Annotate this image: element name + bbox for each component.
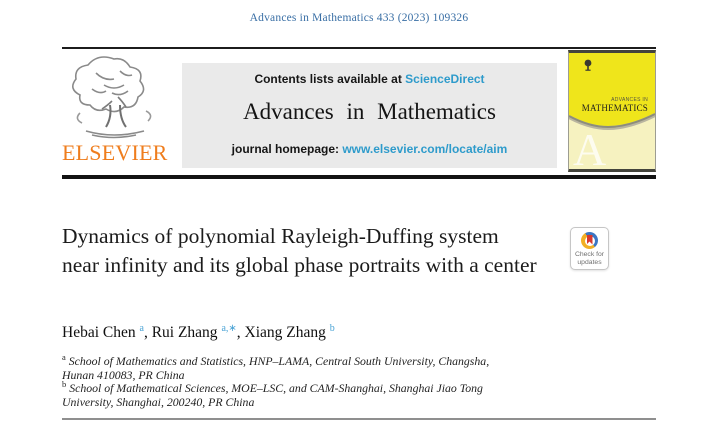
sciencedirect-link[interactable]: ScienceDirect — [405, 72, 485, 86]
homepage-link[interactable]: www.elsevier.com/locate/aim — [342, 142, 508, 156]
affiliation — [62, 379, 490, 409]
author-affiliation-ref: a — [139, 322, 144, 334]
check-updates-line2: updates — [577, 258, 602, 266]
author-name: Rui Zhang — [151, 324, 222, 341]
citation-link[interactable]: Advances in Mathematics 433 (2023) 109326 — [249, 12, 469, 24]
author-affiliation-ref: b — [329, 322, 335, 334]
article-title: Dynamics of polynomial Rayleigh-Duffing system near infinity and its global phase portraits with a center — [62, 224, 537, 277]
check-updates-line1: Check for — [574, 251, 605, 258]
author-list: Hebai Chen $^a$, Rui Zhang $^{a,∗}$, Xiang Zhang $^b$ — [62, 322, 335, 341]
cover-watermark-letter: A — [573, 124, 607, 172]
journal-banner — [182, 63, 557, 168]
affiliation-text: School of Mathematical Sciences, MOE–LSC, and CAM-Shanghai, Shanghai Jiao Tong University, Shanghai, 200240, PR China — [62, 381, 483, 409]
journal-cover-thumbnail — [568, 50, 656, 172]
crossmark-icon — [581, 232, 598, 249]
footer-rule — [62, 418, 656, 420]
author-name: Xiang Zhang — [244, 324, 330, 341]
author-affiliation-ref: a,∗ — [221, 322, 237, 334]
contents-line — [182, 63, 557, 86]
affiliation-marker: a — [62, 352, 66, 363]
homepage-prefix: journal homepage: — [231, 142, 343, 156]
author-name: Hebai Chen — [62, 324, 140, 341]
elsevier-logo — [62, 53, 166, 169]
check-updates-badge[interactable] — [570, 227, 609, 270]
cover-journal-title: MATHEMATICS — [581, 103, 648, 113]
header-top-rule — [62, 47, 656, 49]
elsevier-wordmark: ELSEVIER — [62, 140, 168, 165]
affiliation-marker: b — [62, 379, 67, 390]
homepage-line — [182, 142, 557, 156]
journal-title: Advances in Mathematics — [243, 99, 496, 124]
check-updates-label — [571, 251, 608, 266]
cover-series-label: ADVANCES IN — [611, 97, 648, 103]
affiliation-list — [62, 352, 490, 409]
affiliation — [62, 352, 490, 382]
affiliation-text: School of Mathematics and Statistics, HNP–LAMA, Central South University, Changsha, Hunan 410083, PR China — [62, 354, 490, 382]
cover-elsevier-mini-icon — [583, 58, 593, 76]
contents-prefix: Contents lists available at — [254, 72, 406, 86]
elsevier-tree-icon — [62, 53, 166, 139]
header-bottom-rule — [62, 175, 656, 179]
